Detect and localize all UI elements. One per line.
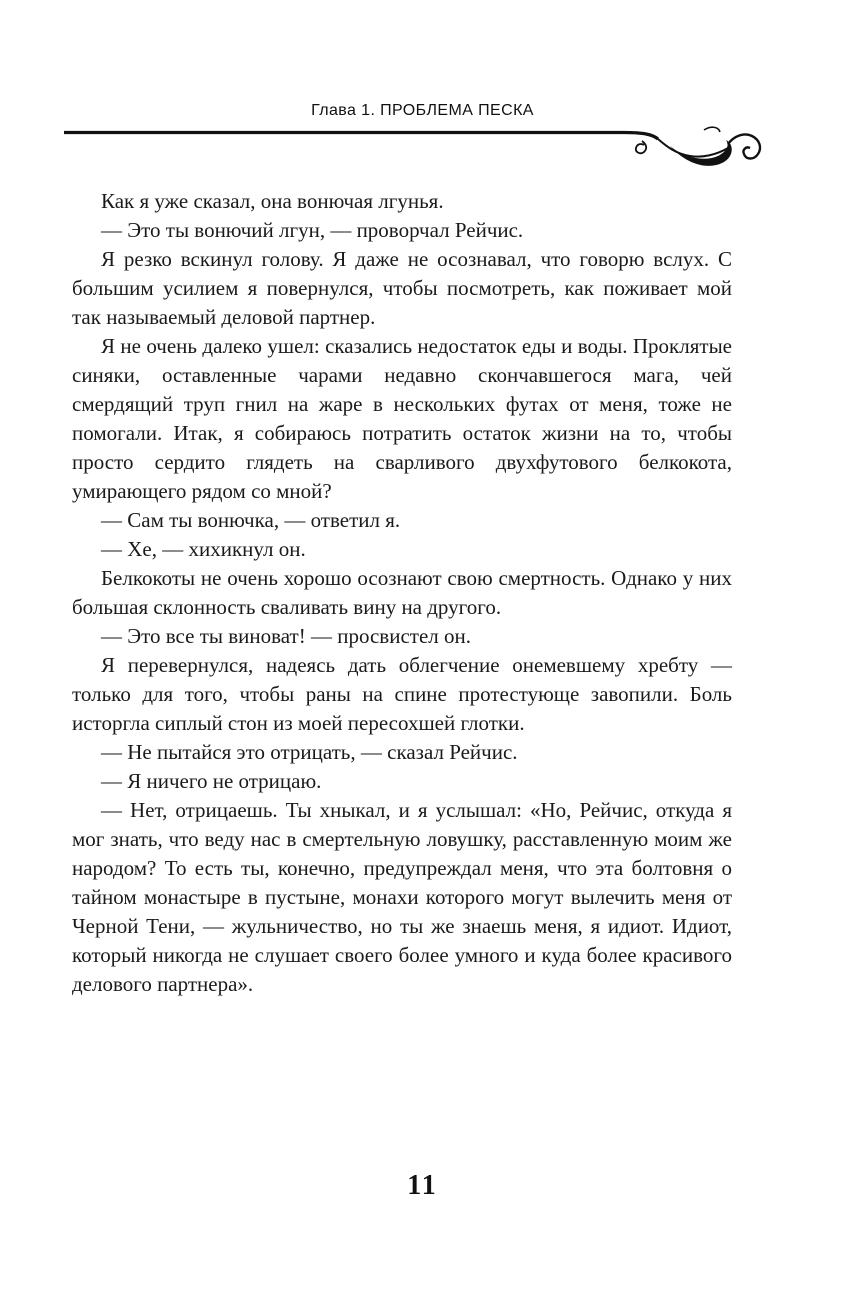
running-header: Глава 1. ПРОБЛЕМА ПЕСКА	[311, 102, 534, 119]
paragraph: Я резко вскинул голову. Я даже не осознавал, что говорю вслух. С большим усилием я повернулся, чтобы посмотреть, как поживает мой так называемый деловой партнер.	[72, 247, 732, 329]
paragraph: — Не пытайся это отрицать, — сказал Рейчис.	[101, 740, 518, 764]
page-number: 11	[407, 1170, 438, 1201]
paragraph: Как я уже сказал, она вонючая лгунья.	[101, 189, 444, 213]
paragraph: — Я ничего не отрицаю.	[101, 769, 322, 793]
paragraph: Я перевернулся, надеясь дать облегчение онемевшему хребту — только для того, чтобы раны на спине протестующе завопили. Боль исторгла сиплый стон из моей пересохшей глотки.	[72, 653, 732, 735]
paragraph: Белкокоты не очень хорошо осознают свою смертность. Однако у них большая склонность сваливать вину на другого.	[72, 566, 732, 619]
paragraph: — Нет, отрицаешь. Ты хныкал, и я услышал: «Но, Рейчис, откуда я мог знать, что веду нас в смертельную ловушку, расставленную моим же народом? То есть ты, конечно, предупреждал меня, что эта болтовня о тайном монастыре в пустыне, монахи которого могут вылечить меня от Черной Тени, — жульничество, но ты же знаешь меня, я идиот. Идиот, который никогда не слушает своего более умного и куда более красивого делового партнера».	[72, 798, 732, 996]
paragraph: Я не очень далеко ушел: сказались недостаток еды и воды. Проклятые синяки, оставленные чарами недавно скончавшегося мага, чей смердящий труп гнил на жаре в нескольких футах от меня, тоже не помогали. Итак, я собираюсь потратить остаток жизни на то, чтобы просто сердито глядеть на сварливого двухфутового белкокота, умирающего рядом со мной?	[72, 334, 732, 503]
paragraph: — Сам ты вонючка, — ответил я.	[101, 508, 401, 532]
header-ornament-rule	[64, 122, 776, 182]
paragraph: — Хе, — хихикнул он.	[101, 537, 306, 561]
body-text	[72, 187, 732, 999]
paragraph: — Это ты вонючий лгун, — проворчал Рейчис.	[101, 218, 524, 242]
paragraph: — Это все ты виноват! — просвистел он.	[101, 624, 471, 648]
